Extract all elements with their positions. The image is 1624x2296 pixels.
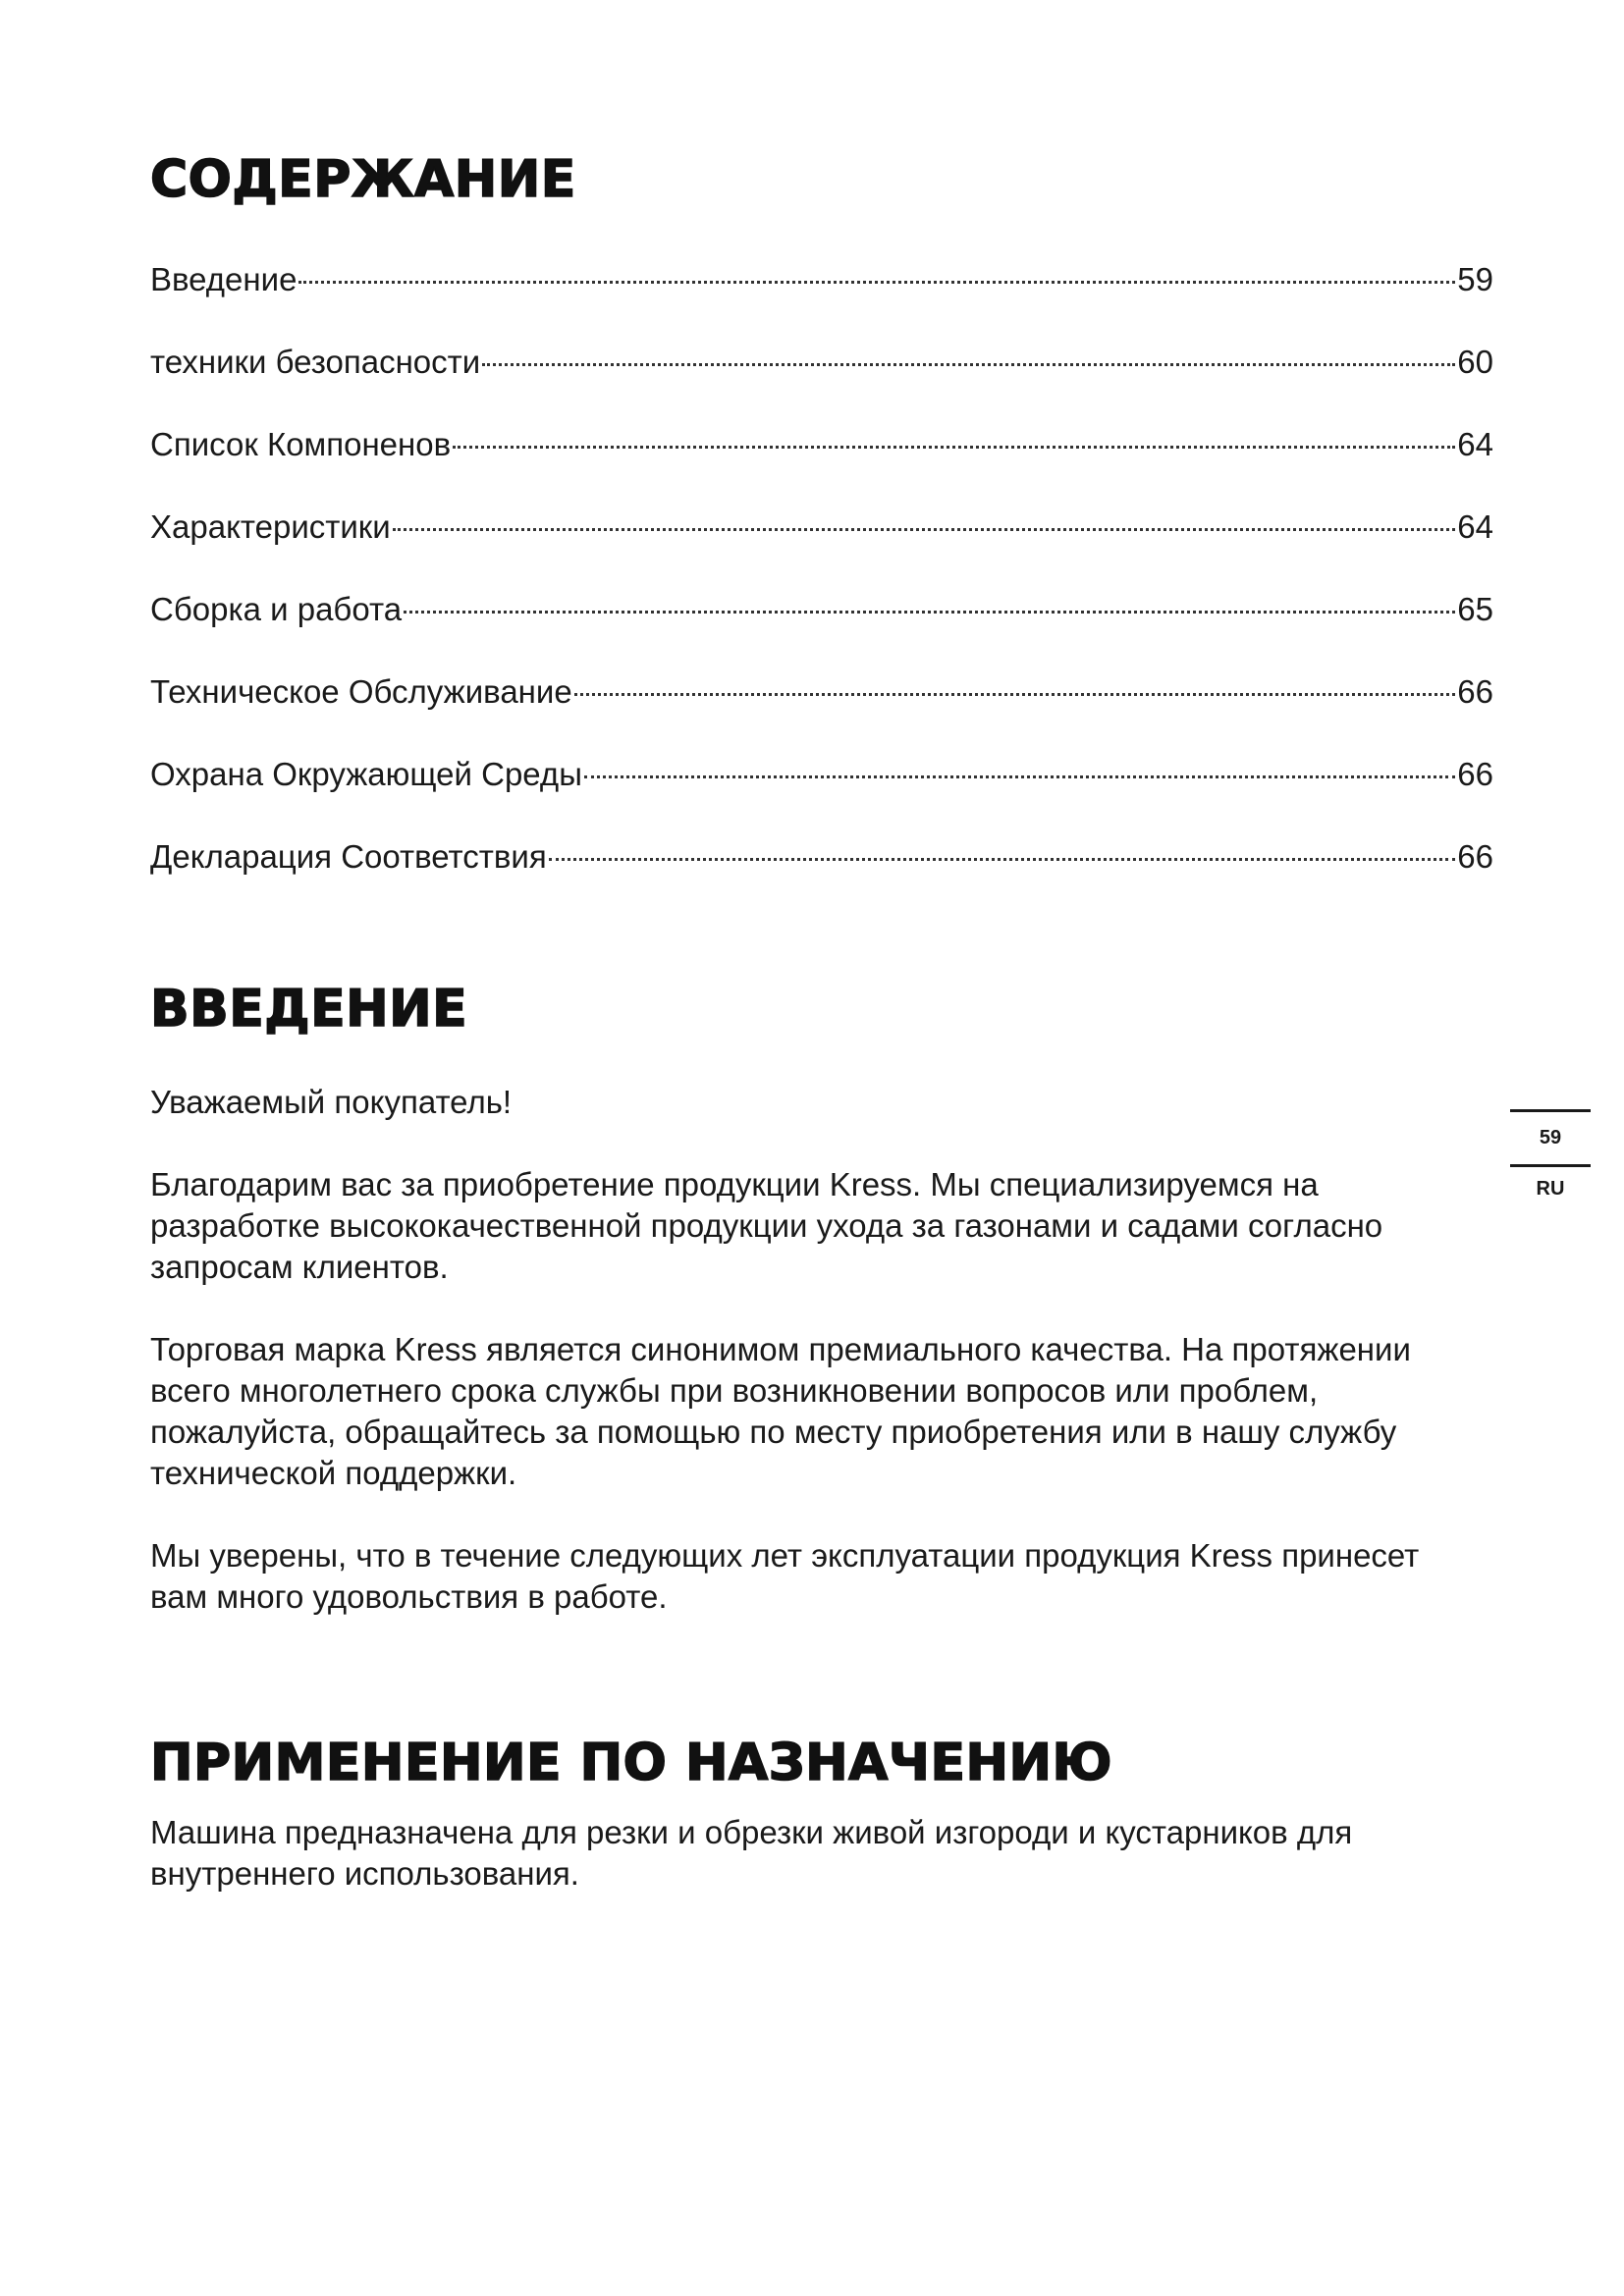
toc-entry-title: Характеристики xyxy=(150,508,391,545)
toc-dot-leader xyxy=(584,775,1455,778)
toc-entry-specifications[interactable] xyxy=(150,504,1493,586)
toc-entry-page: 64 xyxy=(1457,426,1493,462)
language-code: RU xyxy=(1536,1178,1565,1200)
toc-dot-leader xyxy=(393,528,1456,531)
toc-entry-safety[interactable] xyxy=(150,339,1493,421)
toc-dot-leader xyxy=(298,281,1455,284)
toc-entry-title: Сборка и работа xyxy=(150,591,403,627)
toc-entry-title: Список Компоненов xyxy=(150,426,452,462)
toc-entry-page: 66 xyxy=(1457,673,1493,710)
toc-entry-title: Введение xyxy=(150,261,298,297)
toc-entry-title: Декларация Соответствия xyxy=(150,838,547,875)
intended-use-heading: ПРИМЕНЕНИЕ ПО НАЗНАЧЕНИЮ xyxy=(150,1734,1113,1792)
contents-heading: СОДЕРЖАНИЕ xyxy=(150,150,576,209)
toc-dot-leader xyxy=(482,363,1455,366)
toc-entry-page: 60 xyxy=(1457,344,1493,380)
page-number: 59 xyxy=(1539,1127,1562,1148)
toc-entry-page: 64 xyxy=(1457,508,1493,545)
toc-entry-page: 66 xyxy=(1457,838,1493,875)
toc-dot-leader xyxy=(549,858,1456,861)
toc-entry-page: 65 xyxy=(1457,591,1493,627)
table-of-contents xyxy=(150,256,1493,916)
toc-entry-introduction[interactable] xyxy=(150,256,1493,339)
toc-entry-title: техники безопасности xyxy=(150,344,481,380)
toc-entry-page: 66 xyxy=(1457,756,1493,792)
toc-entry-environment[interactable] xyxy=(150,751,1493,833)
toc-dot-leader xyxy=(404,611,1455,614)
toc-entry-page: 59 xyxy=(1457,261,1493,297)
introduction-paragraph-2: Торговая марка Kress является синонимом премиального качества. На протяжении всего многолетнего срока службы при возникновении вопросов или проблем, пожалуйста, обращайтесь за помощью по месту приобретения или в нашу службу технической поддержки. xyxy=(150,1331,1411,1491)
toc-dot-leader xyxy=(574,693,1456,696)
toc-entry-title: Охрана Окружающей Среды xyxy=(150,756,582,792)
toc-entry-title: Техническое Обслуживание xyxy=(150,673,572,710)
introduction-paragraph-3: Мы уверены, что в течение следующих лет эксплуатации продукция Kress принесет вам много удовольствия в работе. xyxy=(150,1537,1420,1615)
toc-entry-assembly[interactable] xyxy=(150,586,1493,668)
introduction-heading: ВВЕДЕНИЕ xyxy=(150,980,468,1039)
toc-entry-maintenance[interactable] xyxy=(150,668,1493,751)
page-side-tab xyxy=(1510,1109,1591,1199)
toc-entry-declaration[interactable] xyxy=(150,833,1493,916)
toc-entry-components[interactable] xyxy=(150,421,1493,504)
toc-dot-leader xyxy=(453,446,1455,449)
intended-use-paragraph: Машина предназначена для резки и обрезки живой изгороди и кустарников для внутреннего использования. xyxy=(150,1814,1353,1892)
introduction-greeting: Уважаемый покупатель! xyxy=(150,1084,513,1120)
introduction-paragraph-1: Благодарим вас за приобретение продукции Kress. Мы специализируемся на разработке высококачественной продукции ухода за газонами и садами согласно запросам клиентов. xyxy=(150,1166,1383,1285)
